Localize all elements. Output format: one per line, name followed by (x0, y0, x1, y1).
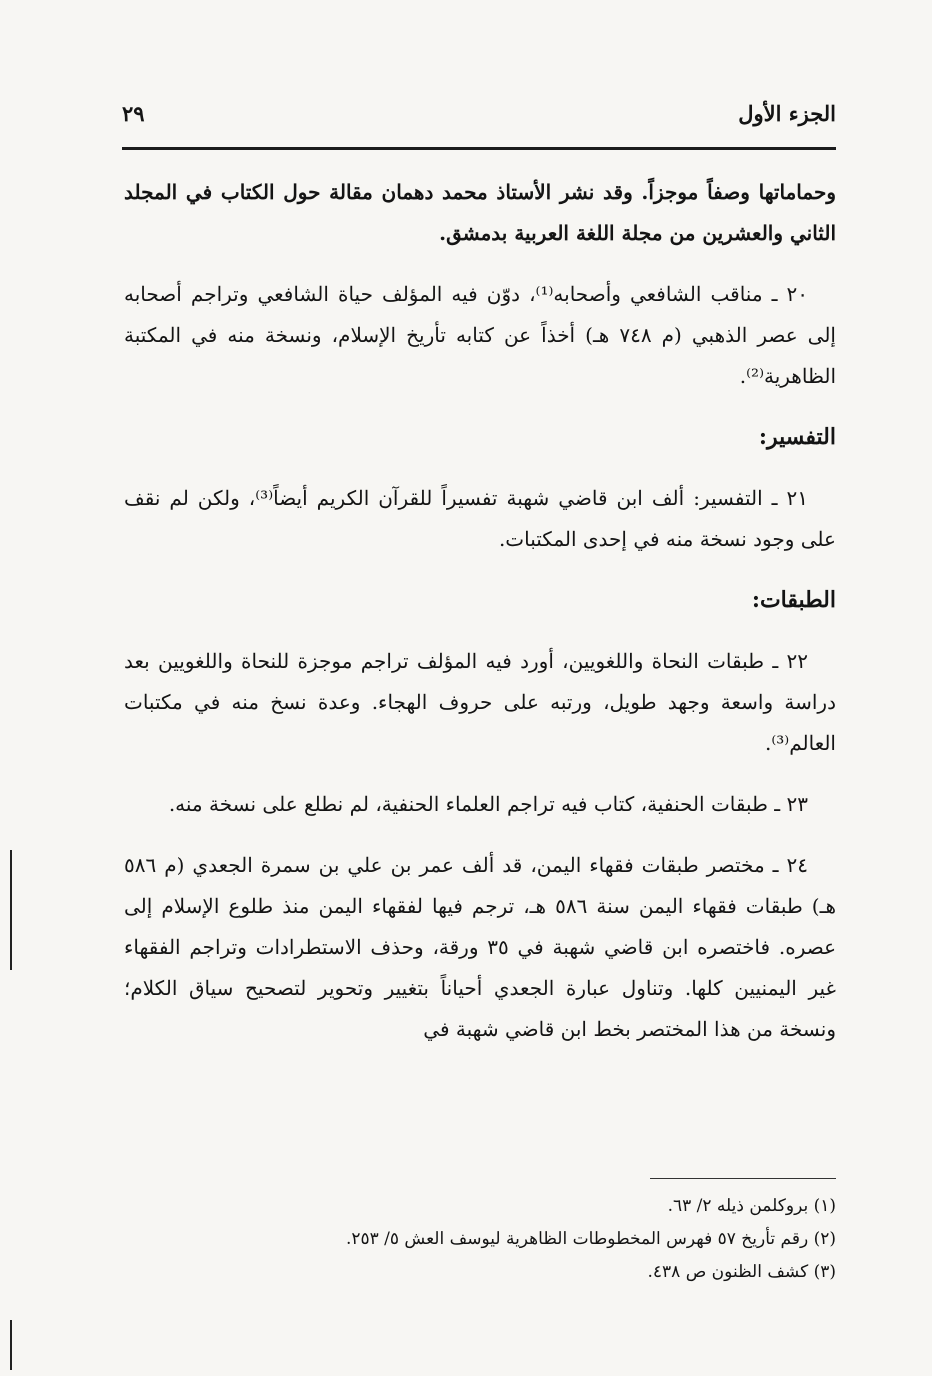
running-title: الجزء الأول (738, 101, 836, 126)
footnote-rule (650, 1178, 836, 1179)
scan-edge-mark (10, 850, 12, 970)
section-heading-tabaqat: الطبقات: (751, 587, 836, 613)
section-heading-tafsir: التفسير: (758, 424, 836, 450)
page-header (122, 86, 836, 126)
paragraph-item-24: ٢٤ ـ مختصر طبقات فقهاء اليمن، قد ألف عمر بن علي بن سمرة الجعدي (م ٥٨٦ هـ) طبقات فقهاء اليمن سنة ٥٨٦ هـ، ترجم فيها لفقهاء اليمن منذ طلوع الإسلام إلى عصره. فاختصره ابن قاضي شهبة في ٣٥ ورقة، وحذف الاستطرادات وتراجم الفقهاء غير اليمنيين كلها. وتناول عبارة الجعدي أحياناً بتغيير وتحوير لتصحيح سياق الكلام؛ ونسخة من هذا المختصر بخط ابن قاضي شهبة في (124, 853, 837, 1041)
page-number: ٢٩ (122, 101, 145, 126)
scan-edge-mark (10, 1320, 12, 1370)
header-rule (122, 147, 836, 150)
paragraph-item-20: ٢٠ ـ مناقب الشافعي وأصحابه⁽¹⁾، دوّن فيه المؤلف حياة الشافعي وتراجم أصحابه إلى عصر الذهبي (م ٧٤٨ هـ) أخذاً عن كتابه تأريخ الإسلام، ونسخة منه في المكتبة الظاهرية⁽²⁾. (124, 282, 836, 388)
paragraph-item-23: ٢٣ ـ طبقات الحنفية، كتاب فيه تراجم العلماء الحنفية، لم نطلع على نسخة منه. (168, 792, 808, 816)
footnotes (124, 1190, 836, 1289)
footnote-1: (١) بروكلمن ذيله ٢/ ٦٣. (667, 1196, 836, 1216)
paragraph-continuation: وحماماتها وصفاً موجزاً. وقد نشر الأستاذ محمد دهمان مقالة حول الكتاب في المجلد الثاني والعشرين من مجلة اللغة العربية بدمشق. (124, 180, 836, 245)
page-body (124, 172, 836, 1070)
footnote-3: (٣) كشف الظنون ص ٤٣٨. (647, 1262, 836, 1282)
paragraph-item-22: ٢٢ ـ طبقات النحاة واللغويين، أورد فيه المؤلف تراجم موجزة للنحاة واللغويين بعد دراسة واسعة وجهد طويل، ورتبه على حروف الهجاء. وعدة نسخ منه في مكتبات العالم⁽³⁾. (124, 649, 836, 755)
paragraph-item-21: ٢١ ـ التفسير: ألف ابن قاضي شهبة تفسيراً للقرآن الكريم أيضاً⁽³⁾، ولكن لم نقف على وجود نسخة منه في إحدى المكتبات. (124, 486, 836, 551)
footnote-2: (٢) رقم تأريخ ٥٧ فهرس المخطوطات الظاهرية ليوسف العش ٥/ ٢٥٣. (345, 1229, 836, 1249)
